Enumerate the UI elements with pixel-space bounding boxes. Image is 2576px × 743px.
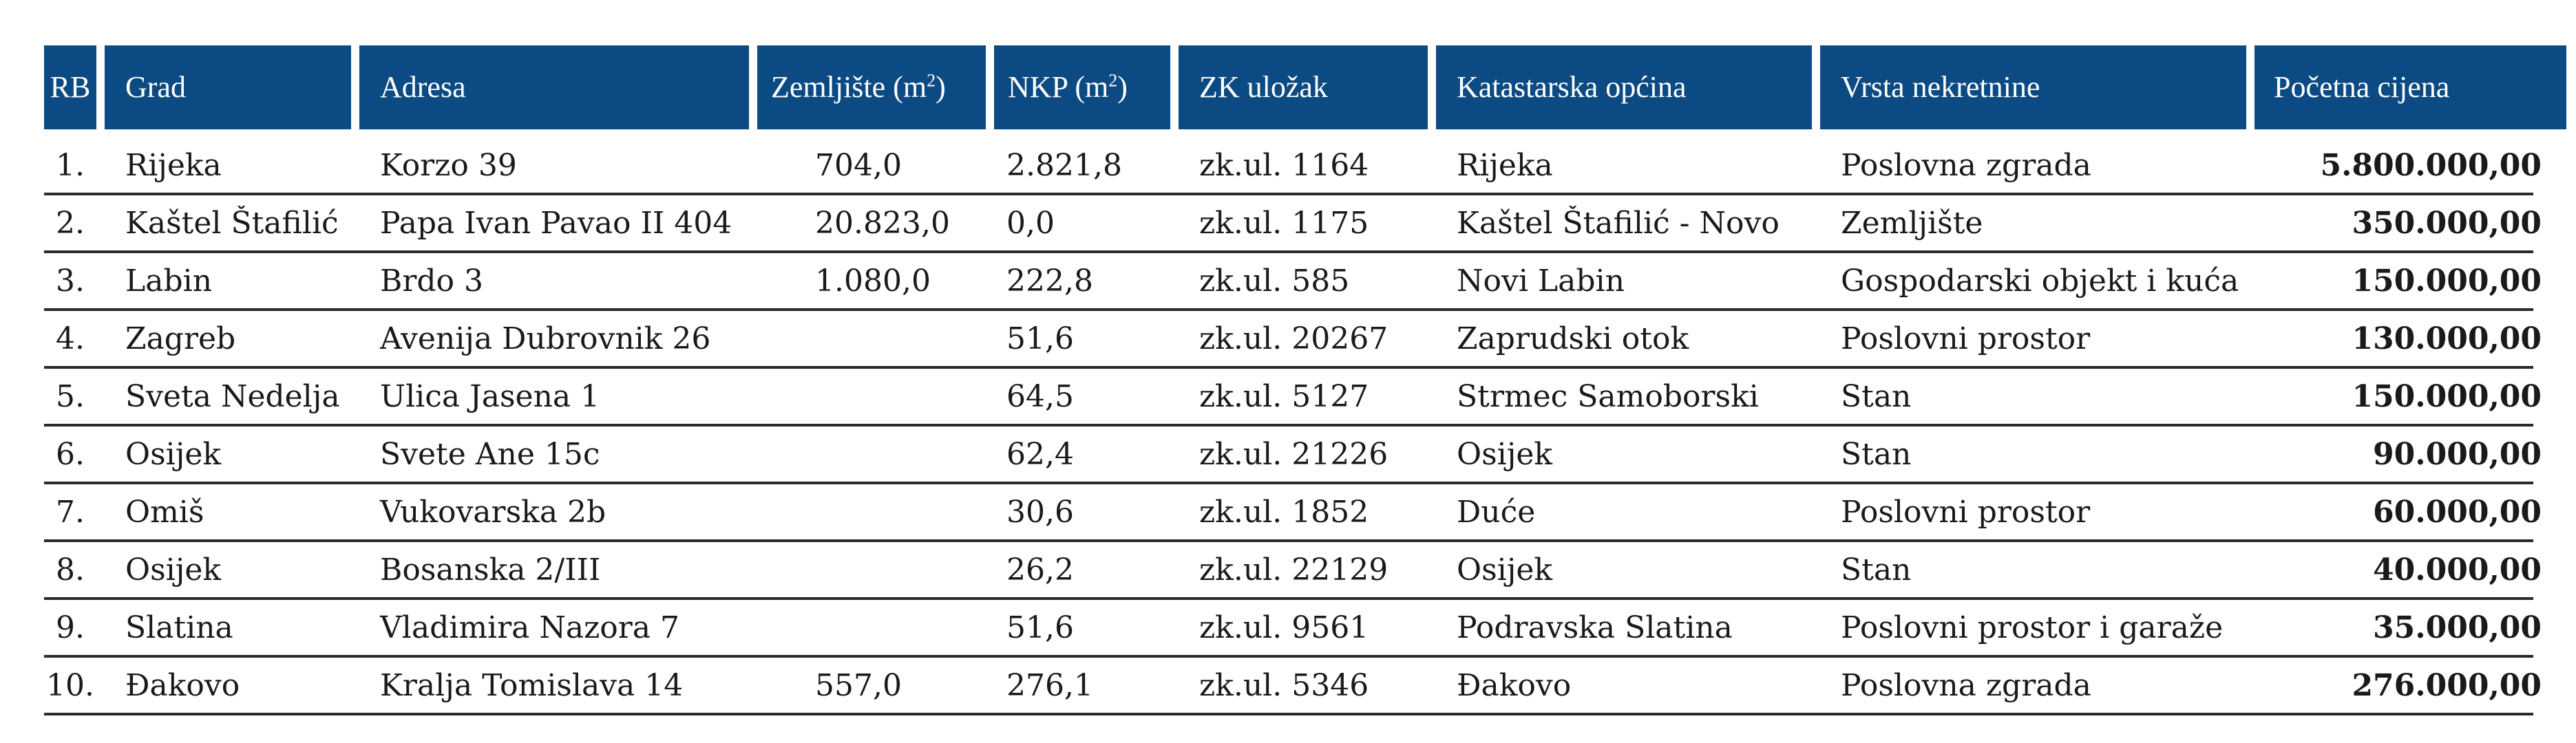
cell-grad: Đakovo xyxy=(125,667,240,703)
cell-vrsta: Stan xyxy=(1841,436,1912,472)
header-cijena xyxy=(2255,45,2566,129)
table-row xyxy=(44,427,2542,484)
header-katastarska xyxy=(1436,45,1812,129)
cell-grad: Omiš xyxy=(125,494,204,530)
cell-grad: Zagreb xyxy=(125,321,236,356)
header-rb-label: RB xyxy=(50,70,91,104)
cell-cijena: 150.000,00 xyxy=(2352,378,2542,414)
header-vrsta-label: Vrsta nekretnine xyxy=(1841,70,2040,104)
cell-katastarska: Podravska Slatina xyxy=(1457,610,1733,645)
cell-cijena: 350.000,00 xyxy=(2352,205,2542,241)
cell-adresa: Vukovarska 2b xyxy=(380,494,606,530)
cell-katastarska: Đakovo xyxy=(1457,667,1572,703)
table-row xyxy=(44,484,2542,542)
cell-vrsta: Poslovna zgrada xyxy=(1841,667,2091,703)
table-row xyxy=(44,542,2542,600)
cell-rb: 2. xyxy=(56,205,85,241)
header-grad-label: Grad xyxy=(125,70,186,104)
cell-katastarska: Duće xyxy=(1457,494,1536,530)
cell-adresa: Ulica Jasena 1 xyxy=(380,378,600,414)
cell-nkp: 30,6 xyxy=(1006,494,1074,530)
cell-nkp: 0,0 xyxy=(1006,205,1055,241)
cell-grad: Sveta Nedelja xyxy=(125,378,340,414)
header-nkp-close: ) xyxy=(1117,70,1128,104)
cell-vrsta: Poslovna zgrada xyxy=(1841,147,2091,183)
header-zemljiste-label xyxy=(771,72,946,103)
table-header xyxy=(44,45,2533,129)
cell-zemljiste: 1.080,0 xyxy=(815,263,931,299)
cell-adresa: Kralja Tomislava 14 xyxy=(380,667,684,703)
cell-grad: Slatina xyxy=(125,610,233,645)
cell-adresa: Svete Ane 15c xyxy=(380,436,600,472)
cell-katastarska: Rijeka xyxy=(1457,147,1553,183)
table-row xyxy=(44,369,2542,427)
cell-vrsta: Poslovni prostor xyxy=(1841,494,2091,530)
cell-rb: 4. xyxy=(56,321,85,356)
cell-adresa: Brdo 3 xyxy=(380,263,484,299)
cell-rb: 1. xyxy=(56,147,85,183)
cell-nkp: 62,4 xyxy=(1006,436,1074,472)
cell-grad: Kaštel Štafilić xyxy=(125,205,339,241)
header-nkp-sup: 2 xyxy=(1108,70,1118,91)
cell-cijena: 276.000,00 xyxy=(2352,667,2542,703)
header-nkp-text: NKP (m xyxy=(1008,70,1109,104)
cell-vrsta: Poslovni prostor i garaže xyxy=(1841,610,2224,645)
cell-cijena: 130.000,00 xyxy=(2352,321,2542,356)
cell-cijena: 35.000,00 xyxy=(2373,610,2542,645)
header-cijena-label: Početna cijena xyxy=(2274,70,2450,104)
header-zemljiste-close: ) xyxy=(936,70,946,104)
cell-cijena: 5.800.000,00 xyxy=(2320,147,2542,183)
header-zemljiste xyxy=(757,45,986,129)
cell-zemljiste: 20.823,0 xyxy=(815,205,950,241)
cell-zk: zk.ul. 1852 xyxy=(1199,494,1369,530)
cell-katastarska: Osijek xyxy=(1457,436,1553,472)
cell-nkp: 51,6 xyxy=(1006,610,1074,645)
cell-nkp: 276,1 xyxy=(1006,667,1093,703)
cell-katastarska: Novi Labin xyxy=(1457,263,1625,299)
header-grad xyxy=(105,45,351,129)
cell-zk: zk.ul. 20267 xyxy=(1199,321,1389,356)
table-row xyxy=(44,253,2542,311)
cell-rb: 8. xyxy=(56,552,85,588)
cell-zk: zk.ul. 5346 xyxy=(1199,667,1369,703)
cell-grad: Osijek xyxy=(125,552,222,588)
property-table xyxy=(44,45,2542,715)
cell-zk: zk.ul. 22129 xyxy=(1199,552,1389,588)
cell-grad: Osijek xyxy=(125,436,222,472)
cell-vrsta: Stan xyxy=(1841,552,1912,588)
cell-nkp: 2.821,8 xyxy=(1006,147,1122,183)
header-zemljiste-text: Zemljište (m xyxy=(771,70,927,104)
cell-grad: Labin xyxy=(125,263,213,299)
cell-rb: 3. xyxy=(56,263,85,299)
cell-katastarska: Kaštel Štafilić - Novo xyxy=(1457,205,1780,241)
cell-cijena: 150.000,00 xyxy=(2352,263,2542,299)
cell-nkp: 51,6 xyxy=(1006,321,1074,356)
table-body xyxy=(44,138,2542,715)
header-nkp-label xyxy=(1008,72,1128,103)
header-zk xyxy=(1179,45,1428,129)
cell-rb: 10. xyxy=(46,667,94,703)
cell-adresa: Avenija Dubrovnik 26 xyxy=(380,321,711,356)
table-row xyxy=(44,658,2542,715)
cell-adresa: Vladimira Nazora 7 xyxy=(380,610,680,645)
cell-zk: zk.ul. 585 xyxy=(1199,263,1350,299)
table-row xyxy=(44,311,2542,369)
table-row xyxy=(44,600,2542,658)
cell-rb: 6. xyxy=(56,436,85,472)
header-vrsta xyxy=(1820,45,2246,129)
cell-rb: 7. xyxy=(56,494,85,530)
cell-vrsta: Poslovni prostor xyxy=(1841,321,2091,356)
cell-katastarska: Osijek xyxy=(1457,552,1553,588)
cell-zk: zk.ul. 1164 xyxy=(1199,147,1369,183)
cell-nkp: 64,5 xyxy=(1006,378,1074,414)
table-row xyxy=(44,138,2542,195)
cell-cijena: 90.000,00 xyxy=(2373,436,2542,472)
cell-rb: 9. xyxy=(56,610,85,645)
cell-nkp: 222,8 xyxy=(1006,263,1093,299)
cell-katastarska: Strmec Samoborski xyxy=(1457,378,1759,414)
cell-adresa: Korzo 39 xyxy=(380,147,517,183)
header-rb xyxy=(44,45,96,129)
cell-vrsta: Gospodarski objekt i kuća xyxy=(1841,263,2239,299)
cell-zk: zk.ul. 5127 xyxy=(1199,378,1369,414)
cell-zemljiste: 704,0 xyxy=(815,147,902,183)
cell-katastarska: Zaprudski otok xyxy=(1457,321,1689,356)
cell-adresa: Bosanska 2/III xyxy=(380,552,601,588)
header-adresa-label: Adresa xyxy=(380,70,466,104)
cell-grad: Rijeka xyxy=(125,147,222,183)
header-zemljiste-sup: 2 xyxy=(927,70,936,91)
cell-cijena: 40.000,00 xyxy=(2373,552,2542,588)
cell-vrsta: Zemljište xyxy=(1841,205,1983,241)
header-nkp xyxy=(994,45,1170,129)
header-zk-label: ZK uložak xyxy=(1199,70,1328,104)
cell-zk: zk.ul. 9561 xyxy=(1199,610,1369,645)
cell-adresa: Papa Ivan Pavao II 404 xyxy=(380,205,732,241)
table-row xyxy=(44,195,2542,253)
header-katastarska-label: Katastarska općina xyxy=(1457,70,1687,104)
header-adresa xyxy=(359,45,749,129)
cell-zk: zk.ul. 21226 xyxy=(1199,436,1389,472)
cell-nkp: 26,2 xyxy=(1006,552,1074,588)
cell-vrsta: Stan xyxy=(1841,378,1912,414)
cell-rb: 5. xyxy=(56,378,85,414)
cell-zk: zk.ul. 1175 xyxy=(1199,205,1369,241)
cell-zemljiste: 557,0 xyxy=(815,667,902,703)
cell-cijena: 60.000,00 xyxy=(2373,494,2542,530)
